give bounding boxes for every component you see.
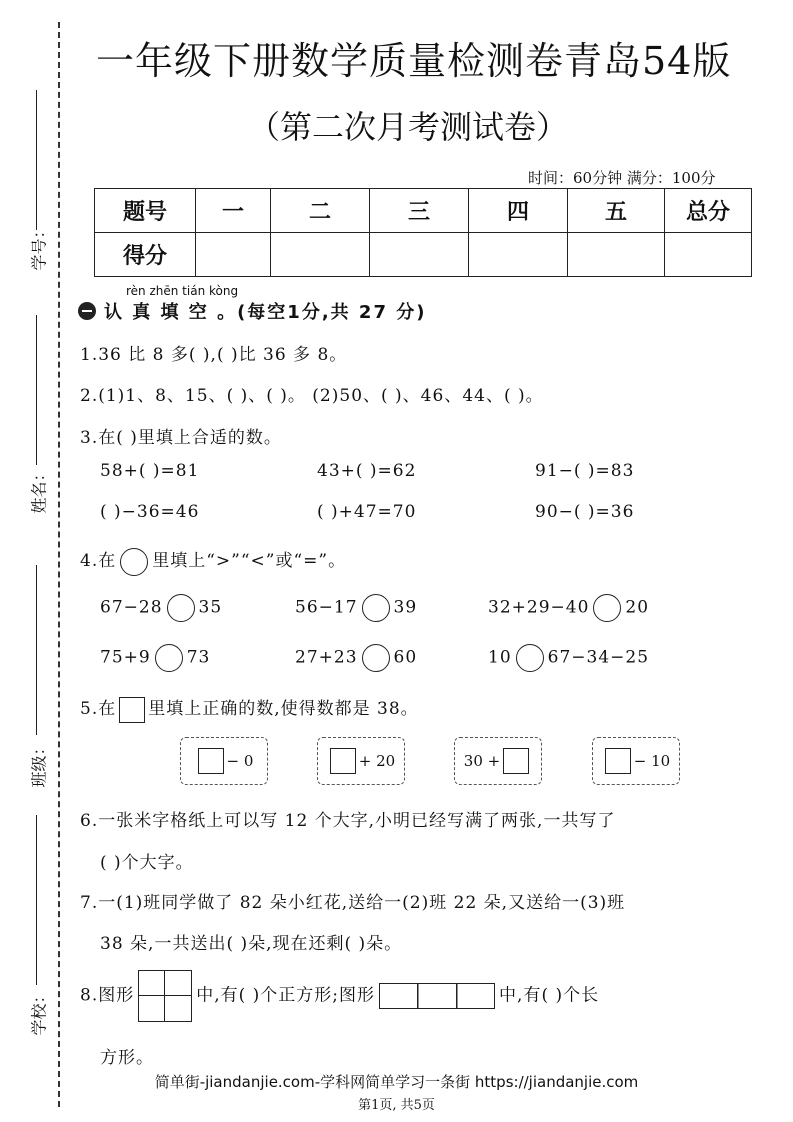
q4-left: 27+23	[295, 647, 358, 668]
q4-right: 39	[393, 597, 418, 618]
q8-suffix: 中,有( )个长	[499, 985, 600, 1006]
page-title: 一年级下册数学质量检测卷青岛54版	[96, 39, 732, 83]
score-header-cell: 总分	[665, 189, 752, 233]
score-cell[interactable]	[271, 233, 370, 277]
class-line	[36, 565, 37, 735]
q4-left: 56−17	[295, 597, 358, 618]
question-8	[80, 970, 599, 1022]
score-cell[interactable]	[568, 233, 665, 277]
answer-circle[interactable]	[362, 644, 390, 672]
student-id-label: 学号：	[29, 222, 49, 271]
q4-right: 20	[625, 597, 650, 618]
q8-middle: 中,有( )个正方形;图形	[196, 985, 376, 1006]
q4-right: 60	[393, 647, 418, 668]
answer-circle[interactable]	[362, 594, 390, 622]
q4-left: 10	[488, 647, 512, 668]
q3-item: 91−( )=83	[535, 461, 635, 481]
score-cell[interactable]	[370, 233, 469, 277]
q4-right: 67−34−25	[547, 647, 650, 668]
answer-square[interactable]	[503, 748, 529, 774]
q4-item	[100, 594, 222, 622]
score-header-cell: 三	[370, 189, 469, 233]
three-rectangle-strip-figure	[379, 983, 495, 1009]
question-7-line2: 38 朵,一共送出( )朵,现在还剩( )朵。	[100, 934, 403, 954]
q5-after: + 20	[358, 752, 396, 770]
q4-item	[488, 594, 649, 622]
four-square-grid-figure	[138, 970, 192, 1022]
q5-after: − 10	[633, 752, 671, 770]
answer-circle[interactable]	[167, 594, 195, 622]
time-info: 时间：60分钟 满分：100分	[528, 169, 716, 187]
question-6-line2: ( )个大字。	[100, 853, 194, 873]
q5-before: 30 +	[463, 752, 501, 770]
q5-expression-box	[454, 737, 542, 785]
score-row-label: 得分	[95, 233, 196, 277]
score-header-cell: 题号	[95, 189, 196, 233]
score-cell[interactable]	[196, 233, 271, 277]
question-7-line1: 7.一(1)班同学做了 82 朵小红花,送给一(2)班 22 朵,又送给一(3)班	[80, 893, 626, 913]
score-cell[interactable]	[469, 233, 568, 277]
score-header-cell: 二	[271, 189, 370, 233]
q3-item: 58+( )=81	[100, 461, 200, 481]
answer-circle[interactable]	[593, 594, 621, 622]
school-line	[36, 815, 37, 985]
q4-item	[100, 644, 210, 672]
answer-square[interactable]	[605, 748, 631, 774]
q4-item	[295, 594, 417, 622]
question-3: 3.在( )里填上合适的数。	[80, 428, 282, 448]
name-line	[36, 315, 37, 465]
q4-item	[295, 644, 417, 672]
score-header-cell: 五	[568, 189, 665, 233]
question-5	[80, 694, 419, 723]
q5-suffix: 里填上正确的数,使得数都是 38。	[148, 699, 419, 719]
q5-after: − 0	[226, 752, 254, 770]
square-icon	[119, 697, 145, 723]
q3-item: ( )+47=70	[317, 502, 417, 522]
q3-item: 43+( )=62	[317, 461, 417, 481]
circle-icon	[120, 548, 148, 576]
class-label: 班级：	[29, 739, 49, 788]
q4-suffix: 里填上“>”“<”或“=”。	[152, 551, 347, 571]
score-header-cell: 四	[469, 189, 568, 233]
section-title: 认 真 填 空 。(每空1分,共 27 分)	[104, 302, 427, 323]
score-table	[94, 188, 752, 277]
q5-prefix: 5.在	[80, 699, 117, 719]
q3-item: ( )−36=46	[100, 502, 200, 522]
score-table-header-row	[95, 189, 752, 233]
school-label: 学校：	[29, 987, 49, 1036]
score-table-score-row	[95, 233, 752, 277]
section-number-icon	[78, 302, 96, 320]
student-id-line	[36, 90, 37, 230]
section-pinyin: rèn zhēn tián kòng	[126, 284, 239, 298]
answer-square[interactable]	[330, 748, 356, 774]
q5-expression-box	[317, 737, 405, 785]
q5-expression-box	[180, 737, 268, 785]
q8-prefix: 8.图形	[80, 985, 135, 1006]
name-label: 姓名：	[29, 465, 49, 514]
q4-left: 32+29−40	[488, 597, 590, 618]
q3-item: 90−( )=36	[535, 502, 635, 522]
q4-right: 73	[186, 647, 211, 668]
question-2: 2.(1)1、8、15、( )、( )。 (2)50、( )、46、44、( )。	[80, 386, 544, 406]
answer-square[interactable]	[198, 748, 224, 774]
score-header-cell: 一	[196, 189, 271, 233]
q4-item	[488, 644, 649, 672]
question-1: 1.36 比 8 多( ),( )比 36 多 8。	[80, 345, 348, 365]
q5-expression-box	[592, 737, 680, 785]
question-4	[80, 546, 346, 576]
footer-watermark: 简单街-jiandanjie.com-学科网简单学习一条街 https://jiandanjie.com	[154, 1073, 639, 1091]
score-cell[interactable]	[665, 233, 752, 277]
q4-right: 35	[198, 597, 223, 618]
binding-dashed-line	[58, 22, 60, 1107]
page-number: 第1页, 共5页	[358, 1098, 435, 1113]
question-8-line2: 方形。	[100, 1048, 154, 1068]
page-subtitle: （第二次月考测试卷）	[248, 108, 569, 146]
question-6-line1: 6.一张米字格纸上可以写 12 个大字,小明已经写满了两张,一共写了	[80, 811, 616, 831]
q4-prefix: 4.在	[80, 551, 117, 571]
q4-left: 75+9	[100, 647, 151, 668]
answer-circle[interactable]	[155, 644, 183, 672]
q4-left: 67−28	[100, 597, 163, 618]
answer-circle[interactable]	[516, 644, 544, 672]
